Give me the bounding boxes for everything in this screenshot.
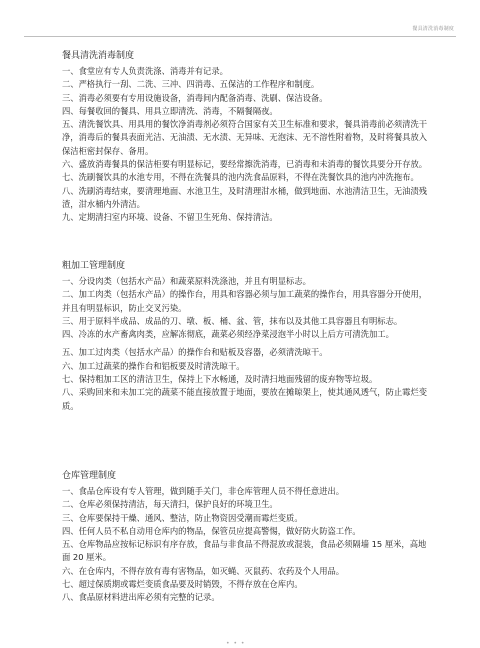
list-item: 八、食品原材料进出库必须有完整的记录。 — [62, 592, 220, 603]
list-item: 一、分设肉类（包括水产品）和蔬菜原料洗涤池，并且有明显标志。 — [62, 276, 311, 286]
list-item: 六、在仓库内，不得存放有毒有害物品，如灭蝇、灭鼠药、农药及个人用品。 — [62, 565, 345, 576]
list-item: 一、食堂应有专人负责洗涤、消毒并有记录。 — [62, 66, 228, 76]
list-item: 四、每餐收回的餐具、用具立即清洗、消毒，不隔餐隔夜。 — [62, 105, 278, 116]
page-footer-dots: • • • — [226, 640, 246, 647]
list-item: 二、严格执行一刮、二洗、三冲、四消毒、五保洁的工作程序和制度。 — [62, 79, 320, 90]
list-item: 五、加工过肉类（包括水产品）的操作台和贴板及容器，必须清洗晾干。 — [62, 347, 328, 358]
running-header: 餐具清洗消毒制度 — [412, 26, 454, 32]
list-item: 七、洗刷餐饮具的水池专用，不得在洗餐具的池内洗食品原料，不得在洗餐饮具的池内冲洗拖布。 — [62, 172, 419, 183]
section-rough-processing — [62, 260, 430, 413]
list-item: 二、仓库必须保持清洁，每天清扫，保护良好的环境卫生。 — [62, 499, 278, 510]
list-item: 九、定期清扫室内环境、设备、不留卫生死角、保持清洁。 — [62, 212, 278, 223]
list-item: 五、仓库物品应按标记标识有序存放，食品与非食品不得混放或混装，食品必须隔墙 15 厘米，高地面 20 厘米。 — [62, 539, 427, 563]
list-item: 八、洗刷消毒结束，要清理地面、水池卫生，及时清理泔水桶，做到地面、水池清洁卫生，无油渍残渣，泔水桶内外清洁。 — [62, 185, 428, 209]
section-title: 仓库管理制度 — [62, 471, 117, 481]
list-item: 四、冷冻的水产畜禽肉类，应解冻彻底，蔬菜必须经净菜浸泡半小时以上后方可清洗加工。 — [62, 329, 394, 340]
list-item: 五、清洗餐饮具、用具用的餐饮净消毒剂必须符合国家有关卫生标准和要求，餐具消毒前必须清洗干净，消毒后的餐具表面光洁、无油渍、无水渍、无异味、无泡沫、无不溶性附着物，及时将餐具放入保洁柜密封保存、备用。 — [62, 119, 428, 156]
list-item: 三、用于原料半成品、成品的刀、墩、板、桶、盆、管，抹布以及其他工具容器且有明标志。 — [62, 315, 403, 326]
list-item: 八、采购回来和未加工完的蔬菜不能直接放置于地面，要放在摊晾架上，使其通风透气，防止霉烂变质。 — [62, 387, 428, 411]
list-item: 六、盛放消毒餐具的保洁柜要有明显标记，要经常擦洗消毒，已消毒和未消毒的餐饮具要分开存放。 — [62, 159, 428, 170]
list-item: 二、加工肉类（包括水产品）的操作台，用具和容器必须与加工蔬菜的操作台，用具容器分开使用，并且有明显标识，防止交叉污染。 — [62, 289, 428, 313]
list-item: 七、超过保质期或霉烂变质食品要及时销毁，不得存放在仓库内。 — [62, 579, 303, 590]
list-item: 三、仓库要保持干燥、通风、整洁，防止物资因受潮而霉烂变质。 — [62, 512, 303, 523]
header-rule — [24, 36, 456, 37]
list-item: 七、保持粗加工区的清洁卫生，保持上下水畅通，及时清扫地面残留的废弃物等垃圾。 — [62, 374, 378, 385]
list-item: 一、食品仓库设有专人管理，做到随手关门，非仓库管理人员不得任意进出。 — [62, 486, 345, 496]
section-title: 粗加工管理制度 — [62, 261, 126, 271]
section-title: 餐具清洗消毒制度 — [62, 51, 135, 61]
section-warehouse — [62, 470, 430, 605]
list-item: 六、加工过蔬菜的操作台和铝板要及时清洗晾干。 — [62, 360, 245, 371]
list-item: 四、任何人员不私自动用仓库内的物品，保管员应提高警惕，做好防火防盗工作。 — [62, 525, 361, 536]
section-tableware-disinfection — [62, 50, 430, 225]
list-item: 三、消毒必须要有专用设施设备，消毒间内配备消毒、洗刷、保洁设备。 — [62, 92, 328, 103]
